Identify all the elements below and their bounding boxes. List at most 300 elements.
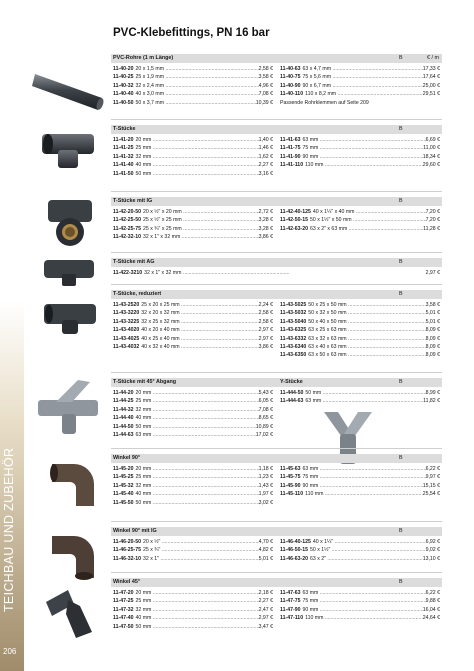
article-number: 11-444-63	[280, 398, 304, 405]
section-header	[111, 527, 442, 536]
article-price: 3,47 €	[258, 623, 273, 630]
article-number: 11-43-2520	[113, 302, 140, 308]
article-price: 24,64 €	[422, 615, 440, 622]
table-row	[113, 90, 273, 98]
price-group-label: B	[399, 259, 403, 265]
table-row	[280, 490, 440, 498]
article-number: 11-40-110	[280, 91, 304, 98]
section-w90ig	[111, 527, 442, 565]
article-size: 63 x 32 x 63 mm .....	[308, 335, 425, 343]
article-price: 2,97 €	[258, 327, 273, 334]
article-price: 8,09 €	[425, 343, 440, 350]
divider	[111, 191, 442, 192]
section-t45	[111, 378, 442, 441]
article-size: 40 mm .....	[135, 614, 258, 622]
article-number: 11-46-25-75	[113, 547, 141, 554]
article-price: 2,18 €	[258, 590, 273, 596]
article-price: 8,09 €	[425, 327, 440, 334]
table-row	[113, 414, 273, 422]
divider	[111, 448, 442, 449]
article-number: 11-41-50	[113, 170, 134, 177]
article-number: 11-43-4020	[113, 327, 140, 334]
article-price: 29,60 €	[422, 162, 440, 169]
table-row	[113, 309, 273, 317]
table-row	[113, 144, 273, 152]
tee-image	[38, 120, 98, 172]
article-number: 11-44-20	[113, 390, 134, 396]
table-row	[113, 82, 273, 90]
article-number: 11-41-32	[113, 153, 134, 160]
section-header	[111, 54, 442, 63]
table-row	[280, 73, 440, 81]
divider	[111, 284, 442, 285]
article-price: 8,99 €	[425, 390, 440, 396]
column-left	[113, 538, 273, 563]
price-group-label: B	[399, 291, 403, 297]
table-row	[113, 208, 273, 216]
article-number: 11-47-25	[113, 598, 134, 605]
article-number: 11-47-50	[113, 623, 134, 630]
article-number: 11-44-25	[113, 398, 134, 405]
article-size: 25 x ¾" x 25 mm .....	[143, 225, 259, 233]
article-number: 11-45-20	[113, 466, 134, 472]
article-price: 1,43 €	[258, 482, 273, 489]
table-row	[280, 546, 440, 554]
table-row	[280, 397, 440, 405]
article-price: 13,10 €	[422, 555, 440, 562]
article-size: 63 x 2" x 63 mm .....	[310, 225, 423, 233]
article-number: 11-43-6350	[280, 352, 307, 359]
price-group-label: B	[399, 55, 403, 61]
section-tred	[111, 290, 442, 362]
table-row	[113, 301, 273, 309]
article-price: 6,22 €	[425, 466, 440, 472]
section-header	[111, 125, 442, 134]
article-number: 11-47-20	[113, 590, 134, 596]
article-number: 11-42-25-75	[113, 225, 141, 232]
table-row	[280, 538, 440, 546]
article-size: 20 mm .....	[135, 136, 258, 144]
table-row	[280, 606, 440, 614]
article-number: 11-40-25	[113, 74, 134, 81]
article-price: 7,20 €	[425, 217, 440, 224]
table-row	[113, 389, 273, 397]
column-left	[113, 136, 273, 178]
article-number: 11-42-32-10	[113, 234, 141, 241]
table-row	[280, 301, 440, 309]
table-row	[113, 406, 273, 414]
section-title: T-Stücke mit IG	[113, 198, 153, 204]
article-number: 11-44-63	[113, 431, 134, 438]
article-size: 50 mm .....	[135, 170, 258, 178]
section-title: PVC-Rohre (1 m Länge)	[113, 55, 174, 61]
article-price: 1,97 €	[258, 491, 273, 498]
article-size: 63 x 50 x 63 mm .....	[308, 351, 425, 359]
table-row	[280, 216, 440, 224]
article-number: 11-40-63	[280, 66, 301, 72]
table-row	[280, 335, 440, 343]
table-row	[113, 597, 273, 605]
article-size: 75 mm .....	[302, 473, 425, 481]
table-row	[280, 343, 440, 351]
article-price: 1,62 €	[258, 153, 273, 160]
price-group-label: B	[399, 579, 403, 585]
article-number: 11-43-6340	[280, 343, 307, 350]
article-size: 110 mm .....	[305, 490, 423, 498]
article-size: 25 x ½" x 25 mm .....	[143, 216, 259, 224]
sidebar-label-wrap	[2, 447, 22, 632]
article-size: 40 x 3,0 mm .....	[135, 90, 258, 98]
article-number: 11-40-50	[113, 99, 134, 106]
table-row	[113, 589, 273, 597]
table-row	[113, 546, 273, 554]
article-price: 3,28 €	[258, 217, 273, 224]
article-price: 3,86 €	[258, 343, 273, 350]
table-row	[113, 225, 273, 233]
table-row	[280, 144, 440, 152]
article-price: 29,51 €	[422, 91, 440, 98]
section-title-secondary: Y-Stücke	[280, 379, 303, 385]
article-number: 11-45-25	[113, 474, 134, 481]
column-right	[280, 208, 440, 233]
section-title: T-Stücke, reduziert	[113, 291, 162, 297]
column-left	[113, 208, 273, 242]
article-number: 11-44-40	[113, 415, 134, 422]
article-number: 11-40-90	[280, 82, 301, 89]
article-price: 4,70 €	[258, 539, 273, 545]
article-price: 2,58 €	[258, 310, 273, 317]
article-price: 1,46 €	[258, 145, 273, 152]
article-price: 17,64 €	[422, 74, 440, 81]
article-size: 50 mm .....	[305, 389, 425, 397]
article-price: 3,58 €	[258, 74, 273, 81]
price-group-label: B	[399, 198, 403, 204]
column-right	[280, 301, 440, 360]
article-price: 25,54 €	[422, 491, 440, 498]
article-size: 50 x 32 x 50 mm .....	[308, 309, 425, 317]
article-size: 90 mm .....	[302, 153, 422, 161]
article-size: 110 x 8,2 mm .....	[305, 90, 423, 98]
section-w45	[111, 578, 442, 633]
article-size: 25 mm .....	[135, 397, 258, 405]
article-number: 11-40-32	[113, 82, 134, 89]
article-size: 90 x 6,7 mm .....	[302, 82, 422, 90]
article-size: 40 mm .....	[135, 414, 258, 422]
article-size: 32 x 25 x 32 mm .....	[141, 318, 258, 326]
article-price: 5,01 €	[425, 318, 440, 325]
tee-reduced-image	[40, 296, 102, 336]
table-row	[280, 473, 440, 481]
tee-ag-image	[40, 254, 100, 288]
section-tig	[111, 197, 442, 244]
section-title: T-Stücke mit AG	[113, 259, 155, 265]
article-size: 40 mm .....	[135, 161, 258, 169]
article-number: 11-45-63	[280, 466, 301, 472]
column-right	[280, 389, 440, 406]
article-price: 6,92 €	[425, 539, 440, 545]
article-number: 11-46-20-50	[113, 539, 141, 545]
table-row	[113, 136, 273, 144]
table-row	[113, 623, 273, 631]
column-right	[280, 538, 440, 563]
article-size: 50 x 25 x 50 mm .....	[308, 301, 425, 309]
article-price: 1,23 €	[258, 474, 273, 481]
article-price: 5,43 €	[258, 390, 273, 396]
table-row	[113, 499, 273, 507]
article-size: 40 mm .....	[135, 490, 258, 498]
article-size: 63 mm .....	[302, 465, 425, 473]
table-row	[113, 482, 273, 490]
table-row	[280, 225, 440, 233]
article-size: 50 x 1½" .....	[310, 546, 426, 554]
article-number: 11-47-40	[113, 615, 134, 622]
table-row	[113, 397, 273, 405]
article-number: 11-41-40	[113, 162, 134, 169]
sidebar-label: TEICHBAU UND ZUBEHÖR	[2, 447, 16, 612]
table-row	[113, 614, 273, 622]
table-row	[113, 343, 273, 351]
table-row	[113, 335, 273, 343]
article-price: 3,16 €	[258, 170, 273, 177]
article-size: 75 mm .....	[302, 144, 423, 152]
column-left	[113, 269, 440, 277]
article-size: 110 mm .....	[305, 614, 423, 622]
article-price: 7,20 €	[425, 209, 440, 215]
table-row	[280, 589, 440, 597]
section-header	[111, 290, 442, 299]
article-price: 18,34 €	[422, 153, 440, 160]
article-number: 11-43-5032	[280, 310, 307, 317]
article-price: 3,28 €	[258, 225, 273, 232]
table-row	[280, 482, 440, 490]
section-rohre	[111, 54, 442, 117]
table-row	[280, 614, 440, 622]
article-price: 15,15 €	[422, 482, 440, 489]
article-number: 11-41-75	[280, 145, 301, 152]
article-size: 40 x 1¼" x 40 mm .....	[313, 208, 426, 216]
table-row	[113, 555, 273, 563]
table-row	[113, 465, 273, 473]
article-price: 2,97 €	[425, 270, 440, 276]
article-size: 32 x 1" x 32 mm .....	[143, 233, 259, 241]
page-number: 206	[3, 647, 17, 656]
table-row	[280, 326, 440, 334]
table-row	[113, 99, 273, 107]
section-header	[111, 258, 442, 267]
article-number: 11-43-5025	[280, 302, 307, 308]
article-size: 32 x 1" x 32 mm .....	[144, 269, 425, 277]
article-size: 75 mm .....	[302, 597, 425, 605]
table-row	[113, 490, 273, 498]
article-price: 2,58 €	[258, 318, 273, 325]
article-size: 63 x 25 x 63 mm .....	[308, 326, 425, 334]
column-left	[113, 301, 273, 351]
article-size: 40 x 25 x 40 mm .....	[141, 335, 258, 343]
article-number: 11-43-4032	[113, 343, 140, 350]
article-size: 50 mm .....	[135, 423, 255, 431]
article-number: 11-44-50	[113, 423, 134, 430]
article-number: 11-43-6325	[280, 327, 307, 334]
article-price: 11,82 €	[423, 398, 440, 405]
article-number: 11-41-25	[113, 145, 134, 152]
article-size: 32 x 1" .....	[143, 555, 259, 563]
article-size: 75 x 5,6 mm .....	[302, 73, 422, 81]
article-number: 11-43-3225	[113, 318, 140, 325]
article-number: 11-47-32	[113, 606, 134, 613]
article-number: 11-45-110	[280, 491, 304, 498]
article-number: 11-42-20-50	[113, 209, 141, 215]
table-row	[113, 431, 273, 439]
tee-ig-image	[42, 190, 100, 250]
table-row	[113, 65, 273, 73]
article-price: 4,82 €	[258, 547, 273, 554]
section-header	[111, 454, 442, 463]
divider	[111, 572, 442, 573]
article-price: 9,02 €	[425, 547, 440, 554]
article-size: 110 mm .....	[305, 161, 423, 169]
article-size: 32 mm .....	[135, 153, 258, 161]
table-row	[280, 82, 440, 90]
table-row	[113, 233, 273, 241]
article-size: 25 mm .....	[135, 597, 258, 605]
column-left	[113, 65, 273, 107]
article-number: 11-40-20	[113, 66, 134, 72]
divider	[111, 119, 442, 120]
article-price: 3,02 €	[258, 499, 273, 506]
table-row	[113, 269, 440, 277]
article-price: 8,65 €	[258, 415, 273, 422]
article-price: 11,28 €	[423, 225, 440, 232]
section-title: Winkel 90°	[113, 455, 140, 461]
article-number: 11-42-63-20	[280, 225, 308, 232]
article-number: 11-41-63	[280, 137, 301, 143]
article-size: 63 x 4,7 mm .....	[302, 65, 422, 73]
article-size: 63 x 40 x 63 mm .....	[308, 343, 425, 351]
article-size: 32 x 20 x 32 mm .....	[141, 309, 258, 317]
elbow-90-ig-image	[44, 528, 100, 584]
section-w90	[111, 454, 442, 509]
article-size: 20 x 1,5 mm .....	[135, 65, 258, 73]
article-price: 9,88 €	[425, 598, 440, 605]
article-size: 63 mm .....	[302, 136, 425, 144]
table-row	[113, 318, 273, 326]
article-price: 3,58 €	[425, 302, 440, 308]
article-price: 1,40 €	[258, 137, 273, 143]
article-price: 2,97 €	[258, 335, 273, 342]
column-right	[280, 136, 440, 170]
article-price: 2,58 €	[258, 66, 273, 72]
elbow-45-image	[40, 584, 100, 644]
section-title: Winkel 45°	[113, 579, 140, 585]
column-right	[280, 589, 440, 623]
article-size: 50 mm .....	[135, 623, 258, 631]
article-number: 11-46-63-20	[280, 555, 308, 562]
article-number: 11-44-32	[113, 406, 134, 413]
article-number: 11-40-40	[113, 91, 134, 98]
article-number: 11-46-50-15	[280, 547, 308, 554]
article-size: 63 mm .....	[305, 397, 423, 405]
article-number: 11-47-63	[280, 590, 301, 596]
article-size: 40 x 1¼" .....	[313, 538, 426, 546]
article-price: 17,02 €	[255, 431, 273, 438]
elbow-90-image	[44, 456, 100, 512]
article-number: 11-45-40	[113, 491, 134, 498]
article-number: 11-42-25-50	[113, 217, 141, 224]
table-row	[113, 606, 273, 614]
article-size: 40 x 20 x 40 mm .....	[141, 326, 258, 334]
article-size: 25 x ¾" .....	[143, 546, 259, 554]
article-price: 2,27 €	[258, 162, 273, 169]
section-tag	[111, 258, 442, 279]
article-size: 50 x 3,7 mm .....	[135, 99, 255, 107]
article-size: 20 mm .....	[135, 589, 258, 597]
article-price: 11,00 €	[423, 145, 440, 152]
article-price: 4,96 €	[258, 82, 273, 89]
article-price: 5,01 €	[425, 310, 440, 317]
price-group-label: B	[399, 528, 403, 534]
article-size: 32 mm .....	[135, 406, 258, 414]
article-price: 25,00 €	[422, 82, 440, 89]
article-size: 90 mm .....	[302, 606, 422, 614]
article-number: 11-40-75	[280, 74, 301, 81]
article-number: 11-422-3210	[113, 270, 143, 276]
article-number: 11-41-90	[280, 153, 301, 160]
article-number: 11-42-40-125	[280, 209, 311, 215]
column-left	[113, 389, 273, 439]
article-size: 50 x 1½" x 50 mm .....	[310, 216, 426, 224]
article-size: 25 x 1,9 mm .....	[135, 73, 258, 81]
article-number: 11-43-6332	[280, 335, 307, 342]
table-row	[113, 161, 273, 169]
article-number: 11-47-90	[280, 606, 301, 613]
article-price: 6,69 €	[425, 137, 440, 143]
article-size: 25 mm .....	[135, 473, 258, 481]
table-row	[280, 351, 440, 359]
article-size: 20 x ½" .....	[143, 538, 259, 546]
article-number: 11-46-32-10	[113, 555, 141, 562]
article-price: 2,27 €	[258, 598, 273, 605]
divider	[111, 521, 442, 522]
article-price: 7,08 €	[258, 91, 273, 98]
article-size: 50 x 40 x 50 mm .....	[308, 318, 425, 326]
table-row	[113, 538, 273, 546]
article-size: 25 x 20 x 25 mm .....	[141, 301, 258, 309]
article-number: 11-41-20	[113, 137, 134, 143]
section-title: Winkel 90° mit IG	[113, 528, 157, 534]
article-price: 10,39 €	[255, 99, 273, 106]
pipe-image	[30, 68, 108, 118]
article-number: 11-47-75	[280, 598, 301, 605]
article-size: 20 mm .....	[135, 389, 258, 397]
section-title: T-Stücke	[113, 126, 136, 132]
section-header	[111, 578, 442, 587]
section-title: T-Stücke mit 45° Abgang	[113, 379, 177, 385]
table-row	[113, 473, 273, 481]
tee-45-image	[34, 380, 104, 440]
table-row	[280, 136, 440, 144]
article-price: 2,72 €	[258, 209, 273, 215]
divider	[111, 252, 442, 253]
table-row	[113, 73, 273, 81]
price-group-label: B	[399, 455, 403, 461]
article-price: 9,97 €	[425, 474, 440, 481]
article-price: 2,47 €	[258, 606, 273, 613]
article-price: 2,24 €	[258, 302, 273, 308]
article-size: 63 mm .....	[302, 589, 425, 597]
article-size: 32 mm .....	[135, 482, 258, 490]
article-size: 63 x 2" .....	[310, 555, 423, 563]
column-right	[280, 65, 440, 107]
